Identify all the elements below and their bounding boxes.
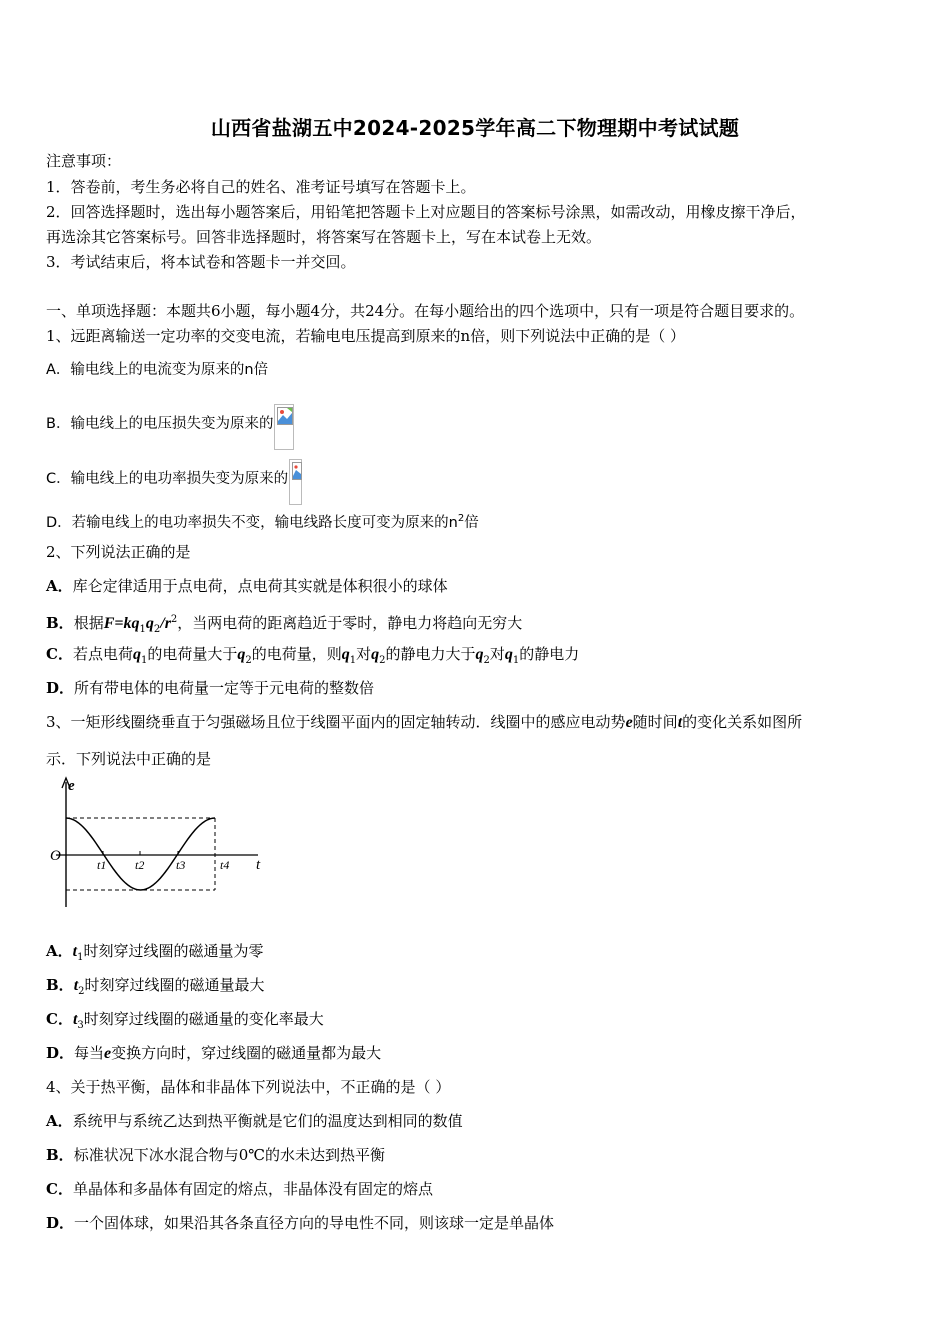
option-text: 变换方向时，穿过线圈的磁通量都为最大 (111, 1044, 382, 1062)
option-text: ，当两电荷的距离趋近于零时，静电力将趋向无穷大 (177, 614, 523, 632)
subscript: 3 (77, 1020, 84, 1031)
subscript: 1 (349, 655, 357, 666)
option-text: 单晶体和多晶体有固定的熔点，非晶体没有固定的熔点 (72, 1180, 433, 1198)
option-label: A． (46, 577, 73, 595)
symbol: t (72, 1011, 78, 1028)
symbol: t (72, 943, 78, 960)
symbol: q (341, 646, 350, 663)
symbol: t (73, 977, 79, 994)
subscript: 2 (78, 986, 85, 997)
option-text: 的电荷量，则 (251, 645, 342, 663)
option-text: 库仑定律适用于点电荷，点电荷其实就是体积很小的球体 (72, 577, 448, 595)
q1-option-d (46, 509, 479, 533)
q3-stem-line1 (46, 712, 802, 733)
emf-graph-svg (46, 776, 276, 910)
option-label: C． (46, 1010, 73, 1028)
symbol: t (677, 714, 683, 731)
q2-option-c (46, 644, 579, 671)
section-heading: 一、单项选择题：本题共6小题，每小题4分，共24分。在每小题给出的四个选项中，只有一项是符合题目要求的。 (46, 302, 805, 320)
option-text: 时刻穿过线圈的磁通量为零 (83, 942, 264, 960)
formula: /r (160, 615, 171, 632)
option-label: D． (46, 1214, 75, 1232)
symbol: q (237, 646, 246, 663)
q2-option-a (46, 576, 448, 596)
notice-item-2: 2．回答选择题时，选出每小题答案后，用铅笔把答题卡上对应题目的答案标号涂黑，如需改动，用橡皮擦干净后， (46, 203, 806, 221)
option-label: A． (46, 942, 73, 960)
option-text: 对 (489, 645, 505, 663)
notice-item-3: 3．考试结束后，将本试卷和答题卡一并交回。 (46, 253, 356, 271)
option-text: 时刻穿过线圈的磁通量最大 (84, 976, 265, 994)
symbol: q (475, 646, 484, 663)
y-axis-label: e (68, 778, 75, 794)
symbol: q (371, 646, 380, 663)
q2-option-d (46, 678, 374, 698)
q3-option-c (46, 1009, 324, 1036)
q3-stem-line2: 示．下列说法中正确的是 (46, 750, 212, 768)
option-text: 若点电荷 (72, 645, 133, 663)
q3-option-d (46, 1043, 381, 1064)
stem-text: 3、一矩形线圈绕垂直于匀强磁场且位于线圈平面内的固定轴转动．线圈中的感应电动势 (46, 713, 626, 731)
q2-stem: 2、下列说法正确的是 (46, 543, 191, 561)
broken-image-icon (289, 459, 302, 505)
option-text: 的静电力大于 (385, 645, 476, 663)
q1-option-c (46, 459, 302, 505)
x-axis-label: t (256, 857, 261, 873)
option-label: C． (46, 645, 73, 663)
option-text: 根据 (73, 614, 104, 632)
option-label: A． (46, 1112, 73, 1130)
q1-option-d-text: D．若输电线上的电功率损失不变，输电线路长度可变为原来的n (46, 514, 458, 531)
formula: q (145, 615, 154, 632)
superscript: 2 (457, 513, 465, 524)
q1-option-c-text: C．输电线上的电功率损失变为原来的 (46, 471, 289, 487)
subscript: 1 (77, 952, 84, 963)
option-text: 所有带电体的电荷量一定等于元电荷的整数倍 (74, 679, 375, 697)
q2-option-b (46, 610, 522, 640)
option-label: B． (46, 1146, 74, 1164)
origin-label: O (50, 848, 61, 864)
x-tick-label-t1: t1 (97, 858, 107, 872)
broken-image-icon (274, 404, 294, 450)
q1-stem: 1、远距离输送一定功率的交变电流，若输电电压提高到原来的n倍，则下列说法中正确的是（ ） (46, 327, 685, 345)
option-text: 时刻穿过线圈的磁通量的变化率最大 (83, 1010, 324, 1028)
q4-option-b (46, 1145, 385, 1165)
option-label: B． (46, 614, 74, 632)
symbol: q (132, 646, 141, 663)
option-label: D． (46, 679, 75, 697)
exam-title: 山西省盐湖五中2024-2025学年高二下物理期中考试试题 (210, 116, 740, 140)
option-text: 一个固体球，如果沿其各条直径方向的导电性不同，则该球一定是单晶体 (74, 1214, 555, 1232)
q1-option-b-text: B．输电线上的电压损失变为原来的 (46, 416, 274, 432)
subscript: 1 (140, 655, 148, 666)
q1-option-d-text-end: 倍 (464, 514, 479, 531)
subscript: 2 (379, 655, 386, 666)
stem-text: 随时间 (632, 713, 678, 731)
x-tick-label-t3: t3 (176, 858, 186, 872)
q3-option-a (46, 941, 263, 968)
subscript: 1 (512, 655, 520, 666)
option-text: 标准状况下冰水混合物与0℃的水未达到热平衡 (73, 1146, 386, 1164)
superscript: 2 (170, 614, 178, 625)
option-text: 系统甲与系统乙达到热平衡就是它们的温度达到相同的数值 (72, 1112, 463, 1130)
option-label: C． (46, 1180, 73, 1198)
option-label: B． (46, 976, 74, 994)
option-text: 的静电力 (519, 645, 580, 663)
option-label: D． (46, 1044, 75, 1062)
stem-text: 的变化关系如图所 (682, 713, 803, 731)
notice-heading: 注意事项： (46, 152, 122, 170)
q4-stem: 4、关于热平衡，晶体和非晶体下列说法中，不正确的是（ ） (46, 1078, 451, 1096)
q3-option-b (46, 975, 265, 1002)
subscript: 2 (483, 655, 490, 666)
q4-option-d (46, 1213, 554, 1233)
q4-option-c (46, 1179, 433, 1199)
symbol: e (625, 714, 633, 731)
q1-option-a: A．输电线上的电流变为原来的n倍 (46, 362, 269, 378)
formula: F=kq (103, 615, 140, 632)
q1-option-b (46, 404, 294, 450)
subscript: 2 (245, 655, 252, 666)
option-text: 对 (356, 645, 372, 663)
subscript: 2 (153, 624, 161, 635)
notice-item-2-cont: 再选涂其它答案标号。回答非选择题时，将答案写在答题卡上，写在本试卷上无效。 (46, 228, 602, 246)
symbol: e (104, 1045, 112, 1062)
subscript: 1 (139, 624, 146, 635)
q4-option-a (46, 1111, 463, 1131)
x-tick-label-t2: t2 (135, 858, 145, 872)
emf-time-graph (46, 776, 276, 914)
notice-item-1: 1．答卷前，考生务必将自己的姓名、准考证号填写在答题卡上。 (46, 178, 476, 196)
x-tick-label-t4: t4 (220, 858, 230, 872)
symbol: q (504, 646, 513, 663)
option-text: 每当 (74, 1044, 105, 1062)
option-text: 的电荷量大于 (147, 645, 238, 663)
